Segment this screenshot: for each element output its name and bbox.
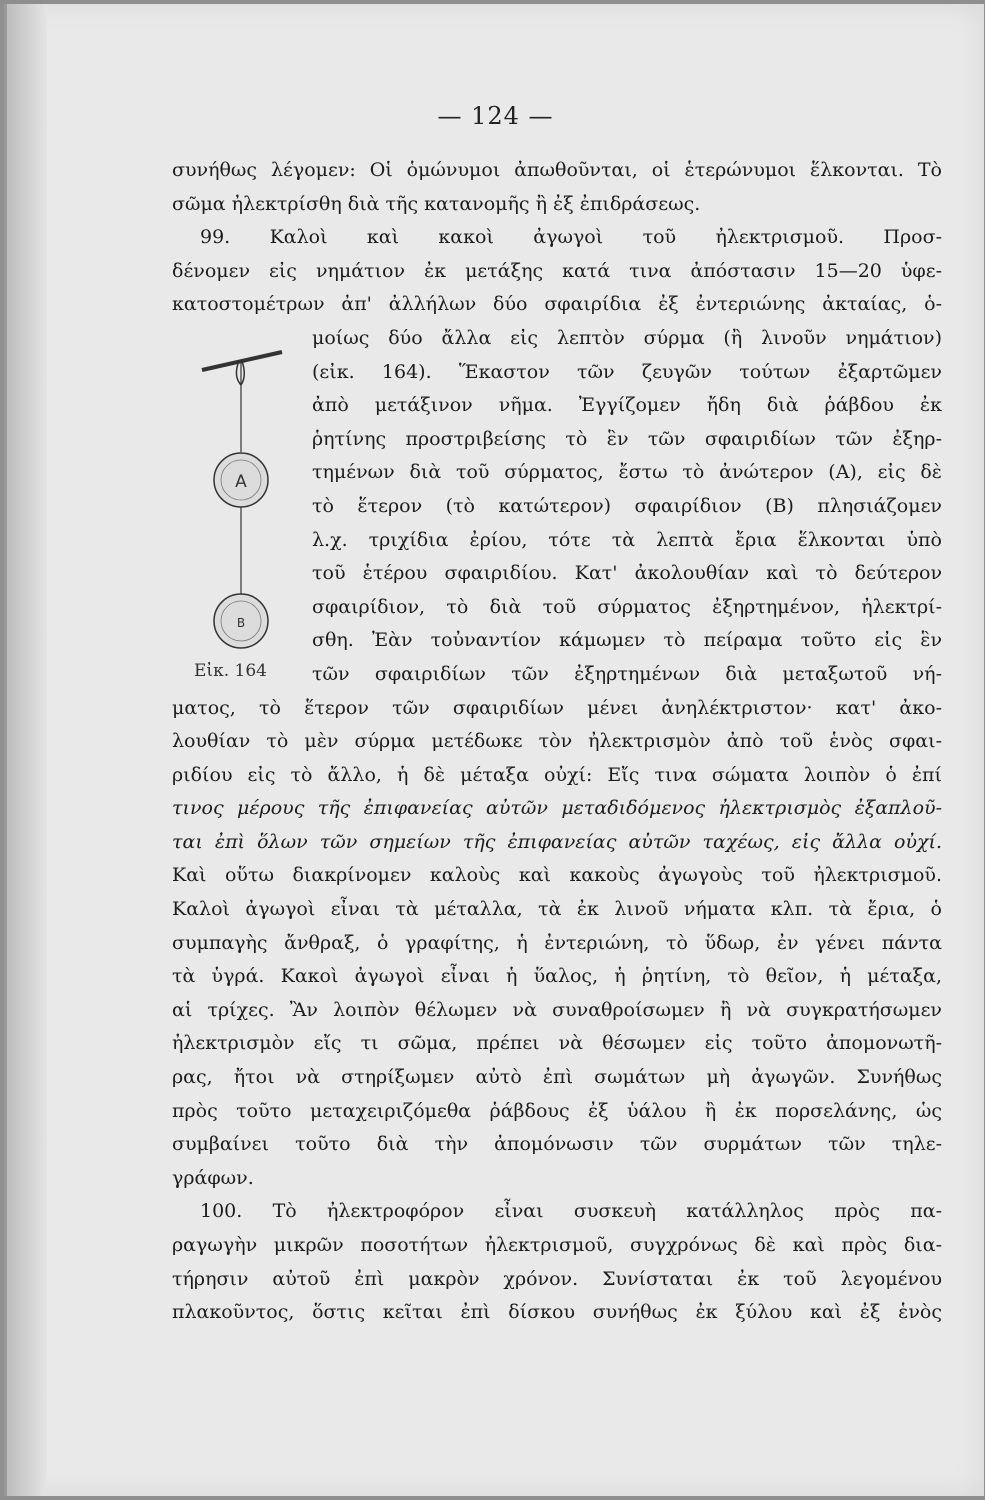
text-line: ριδίου εἰς τὸ ἄλλο, ἡ δὲ μέταξα οὐχί: Εἴς τινα σώματα λοιπὸν ὁ ἐπί — [172, 763, 942, 786]
text-line: τὰ ὑγρά. Κακοὶ ἀγωγοὶ εἶναι ἡ ὕαλος, ἡ ῥητίνη, τὸ θεῖον, ἡ μέταξα, — [172, 965, 942, 988]
text-line: μοίως δύο ἄλλα εἰς λεπτὸν σύρμα (ἢ λινοῦν νημάτιον) — [312, 326, 942, 349]
text-line: ραγωγὴν μικρῶν ποσοτήτων ἠλεκτρισμοῦ, συγχρόνως δὲ καὶ πρὸς δια- — [172, 1234, 942, 1256]
page-number: — 124 — — [437, 102, 554, 130]
section-heading-100: 100. Τὸ ἠλεκτροφόρον εἶναι συσκευὴ κατάλληλος πρὸς πα- — [200, 1200, 942, 1223]
text-line: πλακοῦντος, ὅστις κεῖται ἐπὶ δίσκου συνήθως ἐκ ξύλου καὶ ἐξ ἑνὸς — [172, 1301, 942, 1324]
text-line: (εἰκ. 164). Ἕκαστον τῶν ζευγῶν τούτων ἐξαρτῶμεν — [312, 360, 942, 383]
text-line: κατοστομέτρων ἀπ' ἀλλήλων δύο σφαιρίδια ἐξ ἐντεριώνης ἀκταίας, ὁ- — [172, 293, 942, 316]
section-heading-99: 99. Καλοὶ καὶ κακοὶ ἀγωγοὶ τοῦ ἠλεκτρισμοῦ. Προσ- — [200, 226, 942, 249]
text-line: ἀπὸ μετάξινον νῆμα. Ἐγγίζομεν ἤδη διὰ ῥάβδου ἐκ — [312, 394, 942, 417]
page-spine-shadow — [7, 4, 47, 1496]
sphere-b-label: B — [236, 616, 246, 630]
text-line: συνήθως λέγομεν: Οἱ ὁμώνυμοι ἀπωθοῦνται, οἱ ἑτερώνυμοι ἕλκονται. Τὸ — [172, 159, 942, 181]
text-line: γράφων. — [172, 1166, 254, 1189]
text-line: ματος, τὸ ἕτερον τῶν σφαιριδίων μένει ἀνηλέκτριστον· κατ' ἀκο- — [172, 696, 942, 719]
text-line: σθη. Ἐὰν τοὐναντίον κάμωμεν τὸ πείραμα τοῦτο εἰς ἓν — [312, 629, 942, 652]
text-line: σῶμα ἠλεκτρίσθη διὰ τῆς κατανομῆς ἢ ἐξ ἐπιδράσεως. — [172, 192, 701, 215]
text-line: δένομεν εἰς νημάτιον ἐκ μετάξης κατά τινα ἀπόστασιν 15—20 ὑφε- — [172, 259, 942, 282]
text-line: τήρησιν αὐτοῦ ἐπὶ μακρὸν χρόνον. Συνίσταται ἐκ τοῦ λεγομένου — [172, 1267, 942, 1290]
text-line-italic: τινος μέρους τῆς ἐπιφανείας αὐτῶν μεταδιδόμενος ἠλεκτρισμὸς ἐξαπλοῦ- — [172, 797, 942, 820]
text-line: τημένων διὰ τοῦ σύρματος, ἔστω τὸ ἀνώτερον (Α), εἰς δὲ — [312, 461, 942, 484]
text-line: τοῦ ἑτέρου σφαιριδίου. Κατ' ἀκολουθίαν καὶ τὸ δεύτερον — [312, 562, 942, 585]
text-line: ἠλεκτρισμὸν εἴς τι σῶμα, πρέπει νὰ θέσωμεν εἰς τοῦτο ἀπομονωτῆ- — [172, 1032, 942, 1055]
text-line: συμβαίνει τοῦτο διὰ τὴν ἀπομόνωσιν τῶν συρμάτων τῶν τηλε- — [172, 1133, 942, 1156]
text-line: σφαιρίδιον, τὸ διὰ τοῦ σύρματος ἐξηρτημένον, ἠλεκτρί- — [312, 595, 942, 618]
book-page — [4, 4, 984, 1496]
text-line: ρας, ἤτοι νὰ στηρίξωμεν αὐτὸ ἐπὶ σωμάτων μὴ ἀγωγῶν. Συνήθως — [172, 1066, 942, 1089]
text-line: Καὶ οὕτω διακρίνομεν καλοὺς καὶ κακοὺς ἀγωγοὺς τοῦ ἠλεκτρισμοῦ. — [172, 864, 942, 887]
text-line: λ.χ. τριχίδια ἐρίου, τότε τὰ λεπτὰ ἔρια ἕλκονται ὑπὸ — [312, 528, 942, 551]
text-line-italic: ται ἐπὶ ὅλων τῶν σημείων τῆς ἐπιφανείας αὐτῶν ταχέως, εἰς ἄλλα οὐχί. — [172, 830, 942, 853]
text-line: Καλοὶ ἀγωγοὶ εἶναι τὰ μέταλλα, τὰ ἐκ λινοῦ νήματα κλπ. τὰ ἔρια, ὁ — [172, 898, 942, 921]
body-text — [172, 154, 942, 1330]
text-line: τῶν σφαιριδίων τῶν ἐξηρτημένων διὰ μεταξωτοῦ νή- — [312, 662, 942, 685]
figure-caption: Εἰκ. 164 — [194, 661, 267, 681]
text-line: τὸ ἕτερον (τὸ κατώτερον) σφαιρίδιον (Β) πλησιάζομεν — [312, 494, 942, 517]
text-line: ῥητίνης προστριβείσης τὸ ἓν τῶν σφαιριδίων τῶν ἐξηρ- — [312, 427, 942, 450]
text-line: πρὸς τοῦτο μεταχειριζόμεθα ῥάβδους ἐξ ὑάλου ἢ ἐκ πορσελάνης, ὡς — [172, 1099, 942, 1122]
text-line: λουθίαν τὸ μὲν σύρμα μετέδωκε τὸν ἠλεκτρισμὸν ἀπὸ τοῦ ἑνὸς σφαι- — [172, 730, 942, 753]
text-line: αἱ τρίχες. Ἂν λοιπὸν θέλωμεν νὰ συναθροίσωμεν ἢ νὰ συγκρατήσωμεν — [172, 998, 942, 1021]
sphere-a-label: A — [235, 472, 247, 492]
text-line: συμπαγὴς ἄνθραξ, ὁ γραφίτης, ἡ ἐντεριώνη, τὸ ὕδωρ, ἐν γένει πάντα — [172, 931, 942, 954]
